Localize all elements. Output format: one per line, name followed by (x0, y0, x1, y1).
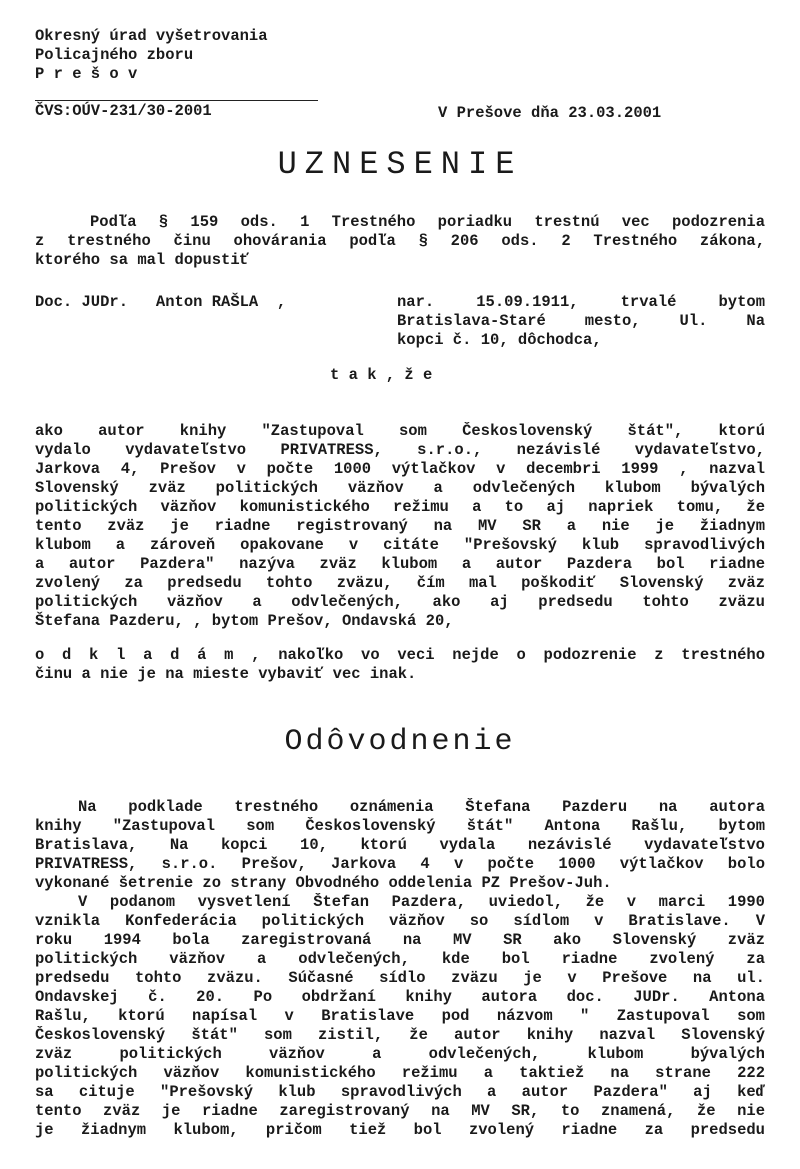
reason-line: PRIVATRESS, s.r.o. Prešov, Jarkova 4 v počte 1000 výtlačkov bolo (35, 855, 765, 873)
body-line: Štefana Pazderu, , bytom Prešov, Ondavská 20, (35, 612, 454, 630)
odkladam-line: činu a nie je na mieste vybaviť vec inak. (35, 665, 417, 683)
odkladam-line: o d k l a d á m , nakoľko vo veci nejde o podozrenie z trestného (35, 646, 765, 664)
body-line: vydalo vydavateľstvo PRIVATRESS, s.r.o., nezávislé vydavateľstvo, (35, 441, 765, 459)
testimony-line: vznikla Konfederácia politických väzňov so sídlom v Bratislave. V (35, 912, 765, 930)
body-line: zvolený za predsedu tohto zväzu, čím mal poškodiť Slovenský zväz (35, 574, 765, 592)
body-line: Jarkova 4, Prešov v počte 1000 výtlačkov v decembri 1999 , nazval (35, 460, 765, 478)
testimony-line: V podanom vysvetlení Štefan Pazdera, uviedol, že v marci 1990 (78, 893, 765, 911)
intro-line: ktorého sa mal dopustiť (35, 251, 249, 269)
testimony-line: Ondavskej č. 20. Po obdržaní knihy autora doc. JUDr. Antona (35, 988, 765, 1006)
testimony-line: politických väzňov a odvlečených, kde bol riadne zvolený za (35, 950, 765, 968)
accused-detail: Bratislava-Staré mesto, Ul. Na (397, 312, 765, 330)
header-rule (35, 100, 318, 101)
body-line: tento zväz je riadne registrovaný na MV SR a nie je žiadnym (35, 517, 765, 535)
case-number: ČVS:OÚV-231/30-2001 (35, 102, 212, 120)
body-line: klubom a zároveň opakovane v citáte "Prešovský klub spravodlivých (35, 536, 765, 554)
testimony-line: Rašlu, ktorú napísal v Bratislave pod názvom " Zastupoval som (35, 1007, 765, 1025)
tak-ze: t a k , ž e (330, 366, 433, 384)
reason-line: knihy "Zastupoval som Československý štát" Antona Rašlu, bytom (35, 817, 765, 835)
testimony-line: politických väzňov komunistického režimu a taktiež na strane 222 (35, 1064, 765, 1082)
accused-detail: nar. 15.09.1911, trvalé bytom (397, 293, 765, 311)
document-title: UZNESENIE (277, 146, 523, 183)
testimony-line: roku 1994 bola zaregistrovaná na MV SR ako Slovenský zväz (35, 931, 765, 949)
testimony-line: je žiadnym klubom, pričom tiež bol zvolený riadne za predsedu (35, 1121, 765, 1139)
body-line: Slovenský zväz politických väzňov a odvlečených klubom bývalých (35, 479, 765, 497)
testimony-line: sa cituje "Prešovský klub spravodlivých a autor Pazdera" aj keď (35, 1083, 765, 1101)
section-title: Odôvodnenie (284, 725, 516, 759)
intro-line: Podľa § 159 ods. 1 Trestného poriadku trestnú vec podozrenia (90, 213, 765, 231)
testimony-line: tento zväz je riadne zaregistrovaný na MV SR, to znamená, že nie (35, 1102, 765, 1120)
testimony-line: Československý štát" som zistil, že autor knihy nazval Slovenský (35, 1026, 765, 1044)
office-name-line1: Okresný úrad vyšetrovania (35, 27, 268, 45)
body-line: a autor Pazdera" nazýva zväz klubom a autor Pazdera bol riadne (35, 555, 765, 573)
accused-name: Doc. JUDr. Anton RAŠLA , (35, 293, 287, 311)
reason-line: Na podklade trestného oznámenia Štefana Pazderu na autora (78, 798, 765, 816)
reason-line: vykonané šetrenie zo strany Obvodného oddelenia PZ Prešov-Juh. (35, 874, 612, 892)
testimony-line: zväz politických väzňov a odvlečených, klubom bývalých (35, 1045, 765, 1063)
place-date: V Prešove dňa 23.03.2001 (438, 104, 662, 122)
office-name-line2: Policajného zboru (35, 46, 194, 64)
reason-line: Bratislava, Na kopci 10, ktorú vydala nezávislé vydavateľstvo (35, 836, 765, 854)
testimony-line: predsedu tohto zväzu. Súčasné sídlo zväzu je v Prešove na ul. (35, 969, 765, 987)
body-line: politických väzňov komunistického režimu a to aj napriek tomu, že (35, 498, 765, 516)
intro-line: z trestného činu ohovárania podľa § 206 ods. 2 Trestného zákona, (35, 232, 765, 250)
office-name-line3: P r e š o v (35, 65, 138, 83)
body-line: politických väzňov a odvlečených, ako aj predsedu tohto zväzu (35, 593, 765, 611)
accused-detail: kopci č. 10, dôchodca, (397, 331, 602, 349)
body-line: ako autor knihy "Zastupoval som Československý štát", ktorú (35, 422, 765, 440)
